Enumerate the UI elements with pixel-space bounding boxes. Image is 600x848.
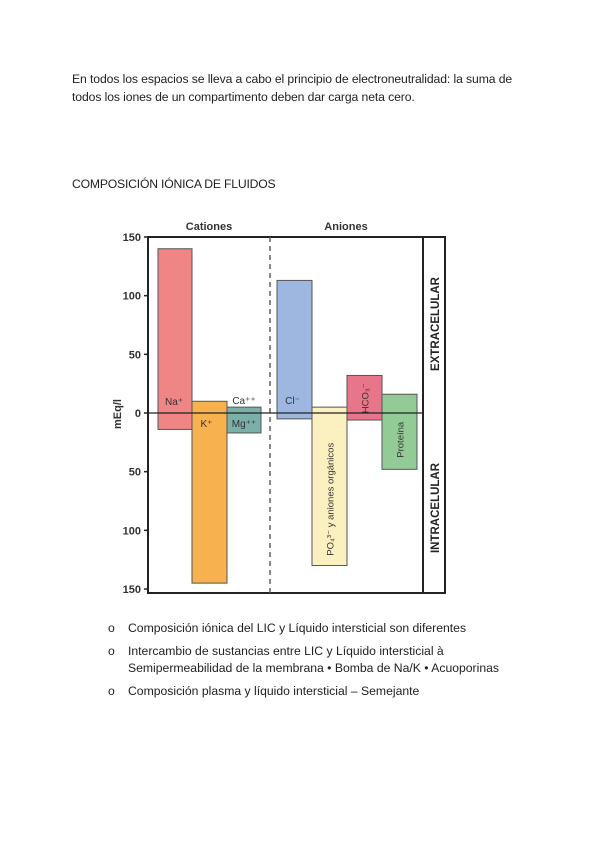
bullet-marker: o: [108, 644, 115, 658]
side-label-extracellular: EXTRACELULAR: [430, 277, 442, 371]
group-label-aniones: Aniones: [324, 221, 368, 233]
chart-svg: [100, 212, 460, 607]
bar-label-4: Cl⁻: [285, 396, 300, 407]
bar-label-0: Na⁺: [164, 397, 184, 408]
y-axis-label: mEq/l: [112, 399, 124, 429]
bullet-item: [108, 683, 548, 700]
bullet-item: [108, 620, 548, 637]
bar-label-6: HCO₃⁻: [360, 383, 372, 414]
bullet-text: Composición plasma y líquido intersticial – Semejante: [128, 684, 420, 698]
side-label-intracellular: INTRACELULAR: [430, 462, 442, 554]
bullet-item: [108, 643, 548, 677]
y-tick-label: 150: [122, 584, 141, 596]
y-tick-label: 100: [122, 525, 141, 538]
bullet-marker: o: [108, 621, 115, 635]
bar-label-2: Ca⁺⁺: [232, 396, 256, 407]
y-tick-label: 0: [134, 408, 141, 420]
y-tick-label: 50: [128, 349, 141, 362]
bullet-text: Composición iónica del LIC y Líquido intersticial son diferentes: [128, 621, 467, 635]
bar-label-1: K⁺: [200, 419, 213, 430]
group-label-cationes: Cationes: [185, 221, 233, 233]
bullet-marker: o: [108, 684, 115, 698]
bullet-list: [108, 620, 548, 706]
bullet-text: Intercambio de sustancias entre LIC y Líquido intersticial à Semipermeabilidad de la membrana • Bomba de Na/K • Acuoporinas: [128, 644, 499, 675]
bar-label-7: Proteína: [395, 421, 407, 458]
bar-2: [227, 407, 261, 413]
intro-paragraph: En todos los espacios se lleva a cabo el principio de electroneutralidad: la suma de todos los iones de un compartimento deben dar carga neta cero.: [72, 72, 513, 104]
bar-label-5: PO₄³⁻ y aniones orgánicos: [325, 442, 337, 556]
y-tick-label: 100: [122, 290, 141, 303]
bar-label-3: Mg⁺⁺: [231, 419, 257, 430]
y-tick-label: 50: [128, 466, 141, 479]
y-tick-label: 150: [122, 232, 141, 244]
ionic-composition-chart: [100, 212, 460, 607]
section-heading: COMPOSICIÓN IÓNICA DE FLUIDOS: [72, 177, 276, 191]
